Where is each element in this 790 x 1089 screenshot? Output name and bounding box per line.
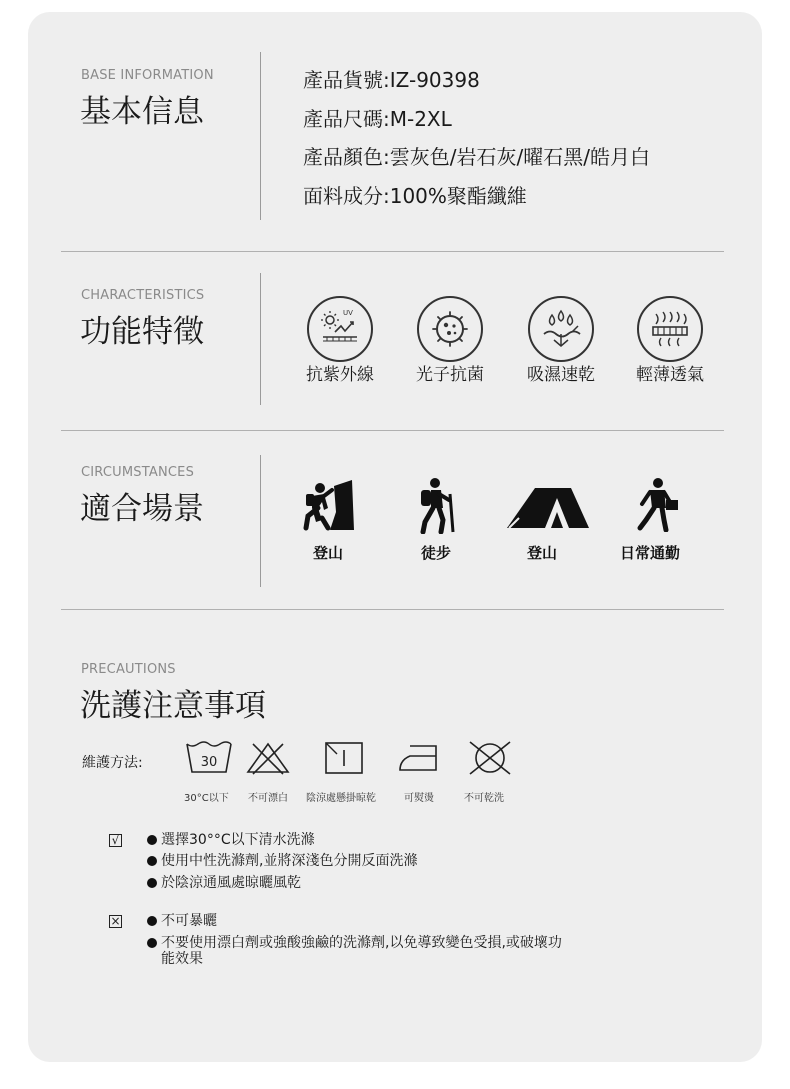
no-bleach-icon: [245, 740, 291, 776]
antibacterial-icon: [417, 296, 483, 362]
care-label-wash: 30°C以下: [184, 793, 229, 804]
care-label-iron: 可熨燙: [404, 793, 434, 804]
moisture-wicking-icon: [528, 296, 594, 362]
care-method-label: 維護方法:: [82, 755, 143, 771]
features-heading: 功能特徵: [80, 314, 204, 350]
dont-item: 不要使用漂白劑或強酸強鹼的洗滌劑,以免導致變色受損,或破壞功: [147, 935, 562, 952]
care-en-heading: PRECAUTIONS: [81, 662, 176, 677]
scene-label-camping: 登山: [526, 544, 557, 562]
care-label-no-dry-clean: 不可乾洗: [464, 793, 504, 804]
section-divider: [61, 430, 724, 431]
dont-item: 不可暴曬: [147, 913, 217, 930]
do-item: 使用中性洗滌劑,並將深淺色分開反面洗滌: [147, 853, 417, 870]
product-code: 產品貨號:IZ-90398: [303, 68, 480, 92]
dont-item-continued: 能效果: [161, 951, 203, 967]
feature-label-breathable: 輕薄透氣: [636, 365, 704, 385]
scenes-en-heading: CIRCUMSTANCES: [81, 465, 195, 480]
base-info-heading: 基本信息: [80, 94, 204, 130]
uv-badge: UV: [343, 309, 353, 317]
care-label-no-bleach: 不可漂白: [248, 793, 288, 804]
breathable-icon: [637, 296, 703, 362]
section-divider: [61, 609, 724, 610]
feature-label-moisture: 吸濕速乾: [527, 365, 595, 385]
divider-vertical: [260, 273, 261, 405]
no-dry-clean-icon: [462, 740, 518, 776]
do-checkbox-icon: √: [109, 834, 122, 847]
scene-label-climbing: 登山: [312, 544, 343, 562]
divider-vertical: [260, 52, 261, 220]
line-dry-shade-icon: [323, 740, 365, 776]
scenes-heading: 適合場景: [80, 491, 204, 527]
uv-protection-icon: [307, 296, 373, 362]
feature-label-uv: 抗紫外線: [306, 365, 374, 385]
scene-label-hiking: 徒步: [420, 544, 451, 562]
care-label-dry-shade: 陰涼處懸掛晾乾: [306, 793, 376, 804]
feature-label-antibacterial: 光子抗菌: [416, 365, 484, 385]
fabric-composition: 面料成分:100%聚酯纖維: [303, 184, 527, 208]
care-heading: 洗護注意事項: [80, 688, 266, 724]
dont-checkbox-icon: ×: [110, 914, 121, 928]
scene-label-commute: 日常通勤: [619, 544, 680, 562]
wash-30-icon: [185, 740, 233, 776]
product-colors: 產品顏色:雲灰色/岩石灰/曜石黑/皓月白: [303, 145, 650, 169]
do-item: 於陰涼通風處晾曬風乾: [147, 875, 301, 892]
iron-icon: [396, 740, 442, 776]
divider-vertical: [260, 455, 261, 587]
features-en-heading: CHARACTERISTICS: [81, 288, 205, 303]
do-item: 選擇30°°C以下清水洗滌: [147, 832, 315, 849]
section-divider: [61, 251, 724, 252]
base-info-en-heading: BASE INFORMATION: [81, 68, 214, 83]
product-size: 產品尺碼:M-2XL: [303, 107, 452, 131]
wash-temp: 30: [200, 755, 218, 770]
